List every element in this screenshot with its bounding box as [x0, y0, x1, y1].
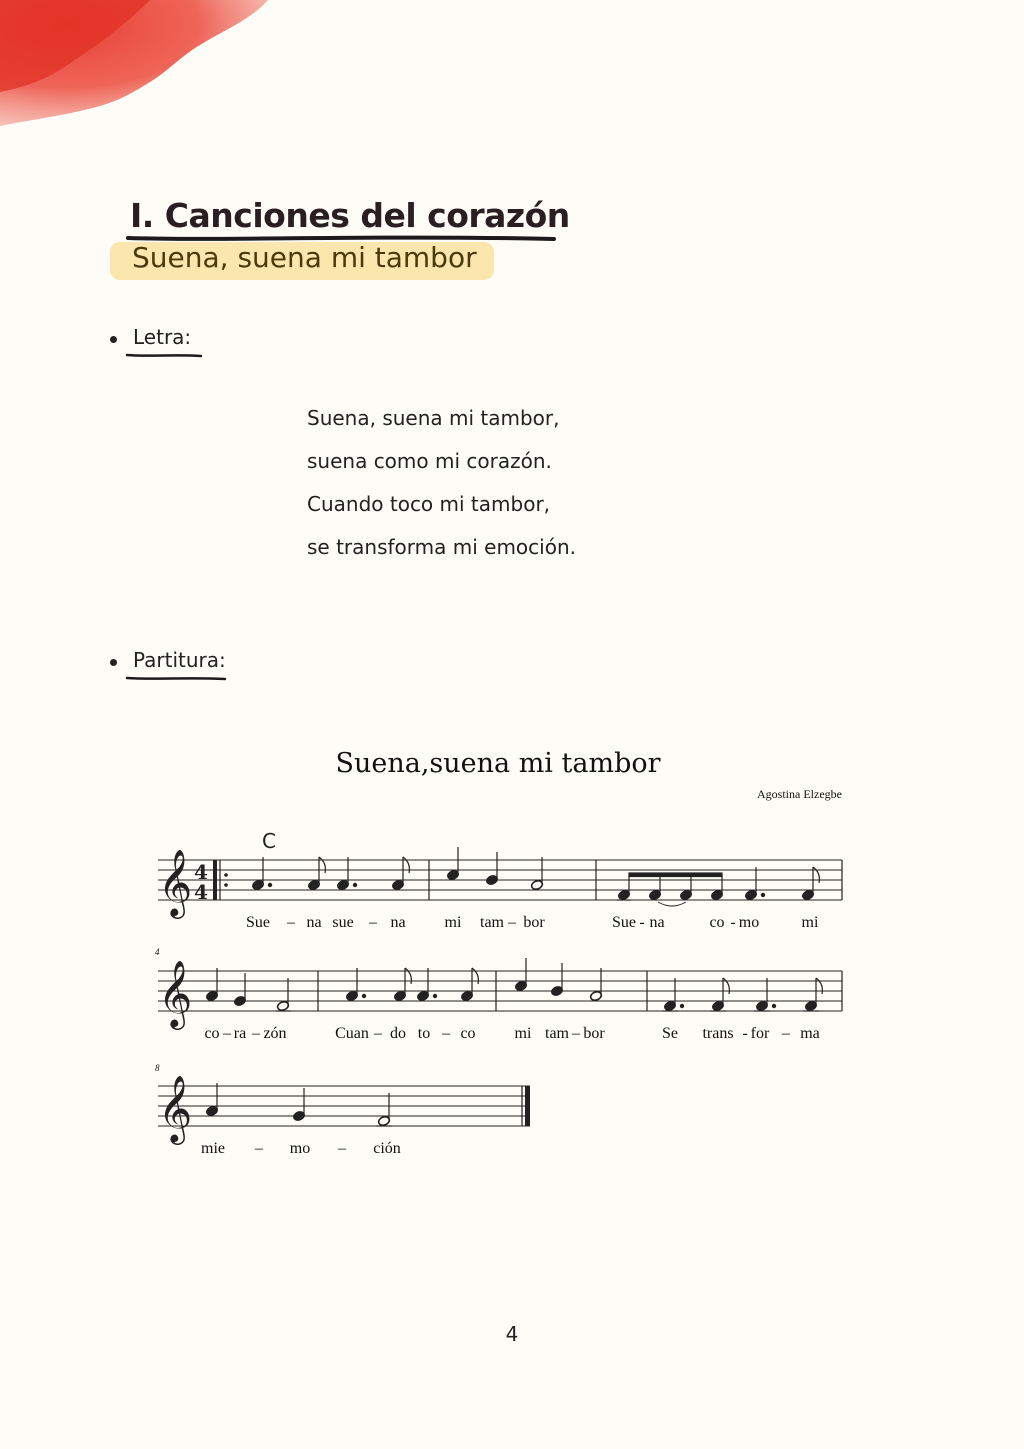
- lyric-syllable: do: [390, 1025, 406, 1042]
- lyrics-section-heading: [110, 325, 191, 353]
- svg-text:4: 4: [194, 860, 208, 884]
- lyric-syllable: bor: [583, 1025, 605, 1042]
- lyric-syllable: na: [306, 914, 322, 931]
- lyrics-block: [307, 403, 576, 575]
- treble-clef-icon: 𝄞: [158, 1074, 193, 1142]
- lyric-syllable: mo: [289, 1140, 311, 1157]
- lyric-syllable: ma: [800, 1025, 820, 1042]
- lyric-hyphen: -: [742, 1025, 748, 1042]
- composer-name: Agostina Elzegbe: [757, 787, 842, 801]
- measure-number: 8: [155, 1063, 160, 1073]
- lyric-hyphen: –: [508, 914, 516, 931]
- lyric-syllable: tam: [545, 1025, 569, 1042]
- lyric-hyphen: –: [572, 1025, 580, 1042]
- lyric-hyphen: -: [639, 914, 645, 931]
- lyric-syllable: mi: [801, 914, 819, 931]
- lyric-hyphen: –: [252, 1025, 260, 1042]
- lyric-hyphen: -: [730, 914, 736, 931]
- lyric-syllable: tam: [480, 914, 504, 931]
- svg-text:4: 4: [194, 880, 208, 904]
- lyric-syllable: co: [460, 1025, 476, 1042]
- lyric-syllable: sue: [332, 914, 354, 931]
- chapter-title: I. Canciones del corazón: [130, 196, 570, 235]
- song-subtitle: Suena, suena mi tambor: [132, 241, 477, 274]
- lyric-syllable: Se: [662, 1025, 678, 1042]
- measure-number: 4: [155, 947, 160, 957]
- lyric-hyphen: –: [374, 1025, 382, 1042]
- treble-clef-icon: 𝄞: [158, 959, 193, 1027]
- lyric-syllable: zón: [263, 1025, 287, 1042]
- lyric-syllable: mi: [514, 1025, 532, 1042]
- lyric-syllable: co: [709, 914, 725, 931]
- lyric-syllable: na: [649, 914, 665, 931]
- lyric-hyphen: –: [223, 1025, 231, 1042]
- lyric-syllable: for: [750, 1025, 770, 1042]
- score-title: Suena,suena mi tambor: [335, 748, 661, 779]
- bullet-icon: [110, 659, 117, 666]
- lyric-hyphen: –: [369, 914, 377, 931]
- page-number: 4: [505, 1322, 519, 1346]
- music-score: [0, 820, 1024, 1180]
- lyric-hyphen: –: [255, 1140, 263, 1157]
- score-section-heading: [110, 648, 226, 676]
- lyric-syllable: ción: [373, 1140, 401, 1157]
- lyric-syllable: ra: [233, 1025, 247, 1042]
- lyric-hyphen: –: [442, 1025, 450, 1042]
- treble-clef-icon: 𝄞: [158, 848, 193, 916]
- lyric-syllable: mie: [201, 1140, 225, 1157]
- lyric-syllable: mi: [444, 914, 462, 931]
- lyric-syllable: Cuan: [335, 1025, 369, 1042]
- lyric-syllable: Sue: [246, 914, 270, 931]
- lyric-syllable: trans: [702, 1025, 734, 1042]
- lyric-syllable: co: [204, 1025, 220, 1042]
- lyric-hyphen: –: [782, 1025, 790, 1042]
- red-watercolor-splash: [0, 0, 300, 140]
- lyric-hyphen: –: [287, 914, 295, 931]
- chord-symbol: C: [262, 829, 276, 853]
- lyric-syllable: to: [417, 1025, 431, 1042]
- lyric-line: se transforma mi emoción.: [307, 535, 576, 559]
- score-label-underline: [125, 674, 227, 682]
- lyric-line: Suena, suena mi tambor,: [307, 406, 560, 430]
- lyric-syllable: mo: [738, 914, 760, 931]
- lyric-syllable: Sue: [612, 914, 636, 931]
- lyric-line: suena como mi corazón.: [307, 449, 552, 473]
- lyric-syllable: na: [390, 914, 406, 931]
- lyric-syllable: bor: [523, 914, 545, 931]
- lyrics-label-underline: [125, 351, 203, 359]
- score-label: Partitura:: [133, 648, 226, 672]
- lyric-line: Cuando toco mi tambor,: [307, 492, 551, 516]
- bullet-icon: [110, 336, 117, 343]
- lyric-hyphen: –: [338, 1140, 346, 1157]
- lyrics-label: Letra:: [133, 325, 192, 349]
